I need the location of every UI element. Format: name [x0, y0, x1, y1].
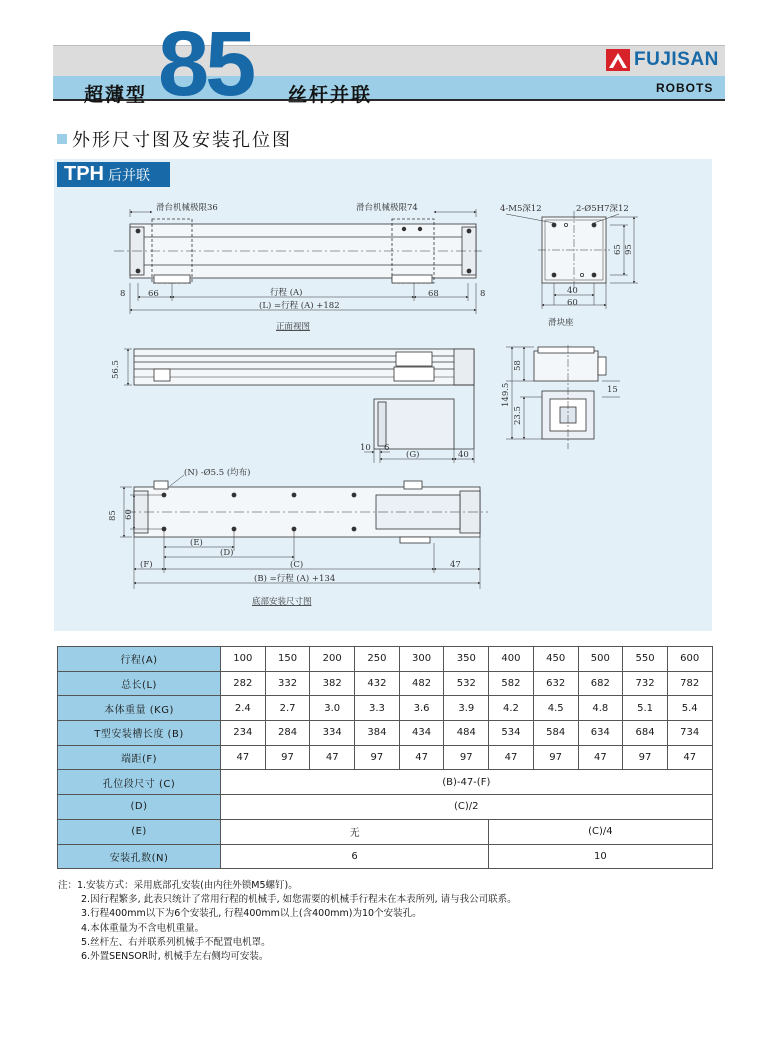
header-right-text: 丝杆并联: [288, 84, 373, 106]
table-cell: 5.1: [623, 696, 668, 721]
front-view: [114, 209, 482, 314]
table-cell: 2.4: [221, 696, 266, 721]
note-item: 4.本体重量为不含电机重量。: [81, 922, 205, 934]
dim-bottom-holes: (N) -Ø5.5 (均布): [184, 468, 251, 478]
row-label: 本体重量 (KG): [58, 696, 221, 721]
dim-bottom-85: 85: [108, 510, 118, 521]
table-cell: 532: [444, 671, 489, 696]
dim-bottom-60: 60: [124, 509, 134, 520]
dim-front-8-right: 8: [480, 289, 486, 299]
table-cell: 782: [667, 671, 712, 696]
table-cell: 332: [265, 671, 310, 696]
table-cell: 432: [355, 671, 400, 696]
table-cell: 47: [221, 745, 266, 770]
table-cell: 47: [399, 745, 444, 770]
table-cell: 5.4: [667, 696, 712, 721]
table-cell: 4.8: [578, 696, 623, 721]
table-cell: 10: [489, 844, 712, 869]
side-view: [124, 349, 474, 463]
table-cell: 4.5: [533, 696, 578, 721]
table-cell: 47: [489, 745, 534, 770]
table-row: [58, 819, 713, 844]
dim-left-limit: 滑台机械极限36: [156, 203, 218, 213]
table-row: [58, 770, 713, 795]
table-cell: 100: [221, 647, 266, 672]
dim-end-15: 15: [607, 385, 618, 395]
table-cell: 47: [310, 745, 355, 770]
table-row: [58, 844, 713, 869]
section-title: 外形尺寸图及安装孔位图: [72, 130, 292, 151]
row-label: T型安装槽长度 (B): [58, 721, 221, 746]
table-cell: 582: [489, 671, 534, 696]
series-number: 85: [158, 13, 253, 115]
table-row: [58, 721, 713, 746]
dim-bottom-f: (F): [140, 560, 153, 570]
header-left-text: 超薄型: [84, 84, 148, 106]
table-cell: 534: [489, 721, 534, 746]
row-label: 总长(L): [58, 671, 221, 696]
table-row: [58, 671, 713, 696]
dim-seat-40: 40: [567, 286, 578, 296]
table-cell: 300: [399, 647, 444, 672]
table-cell: 284: [265, 721, 310, 746]
table-cell: 282: [221, 671, 266, 696]
dim-front-8-left: 8: [120, 289, 126, 299]
note-item: 3.行程400mm以下为6个安装孔, 行程400mm以上(含400mm)为10个安装孔。: [81, 908, 422, 920]
dim-bottom-d: (D): [220, 548, 234, 558]
table-cell: 4.2: [489, 696, 534, 721]
dim-seat-phi5: 2-Ø5H7深12: [576, 204, 629, 214]
dim-side-g: (G): [406, 450, 420, 460]
table-cell: 684: [623, 721, 668, 746]
fujisan-logo-icon: [606, 49, 630, 71]
table-cell: 434: [399, 721, 444, 746]
section-heading: [57, 126, 292, 152]
table-cell: 2.7: [265, 696, 310, 721]
row-label: (E): [58, 819, 221, 844]
table-cell: 3.0: [310, 696, 355, 721]
note-item: 2.因行程繁多, 此表只统计了常用行程的机械手, 如您需要的机械手行程未在本表所列, 请与我公司联系。: [81, 894, 517, 906]
brand-sub: ROBOTS: [656, 81, 714, 95]
table-cell: 600: [667, 647, 712, 672]
table-cell: 47: [667, 745, 712, 770]
dim-seat-65: 65: [613, 244, 623, 255]
table-cell: 3.9: [444, 696, 489, 721]
end-view: [506, 345, 620, 449]
table-cell: 3.3: [355, 696, 400, 721]
bullet-square-icon: [57, 134, 67, 144]
note-item: 5.丝杆左、右并联系列机械手不配置电机罩。: [81, 936, 271, 948]
table-cell: 350: [444, 647, 489, 672]
table-cell: 200: [310, 647, 355, 672]
brand-name: FUJISAN: [634, 49, 719, 70]
dim-front-66: 66: [148, 289, 159, 299]
table-cell: 484: [444, 721, 489, 746]
dim-seat-95: 95: [624, 244, 634, 255]
table-cell: 无: [221, 819, 489, 844]
bottom-view: [120, 475, 488, 589]
spec-table: [57, 646, 713, 869]
table-cell: 634: [578, 721, 623, 746]
table-cell: 6: [221, 844, 489, 869]
table-cell: (C)/4: [489, 819, 712, 844]
table-cell: 234: [221, 721, 266, 746]
dim-bottom-47: 47: [450, 560, 461, 570]
row-label: 孔位段尺寸 (C): [58, 770, 221, 795]
dim-side-40: 40: [458, 450, 469, 460]
table-cell: (C)/2: [221, 795, 713, 820]
dim-end-58: 58: [513, 360, 523, 371]
table-cell: 584: [533, 721, 578, 746]
notes-block: [58, 879, 517, 964]
table-cell: 97: [533, 745, 578, 770]
table-cell: 550: [623, 647, 668, 672]
table-cell: 47: [578, 745, 623, 770]
model-label: 后并联: [108, 167, 150, 184]
dim-right-limit: 滑台机械极限74: [356, 203, 418, 213]
dim-end-23-5: 23.5: [513, 406, 523, 425]
note-item: 6.外置SENSOR时, 机械手左右侧均可安装。: [81, 951, 269, 963]
table-cell: 97: [355, 745, 400, 770]
technical-drawing: [54, 159, 712, 631]
row-label: 端距(F): [58, 745, 221, 770]
slider-seat-caption: 滑块座: [548, 318, 574, 328]
dim-bottom-c: (C): [290, 560, 304, 570]
front-view-caption: 正面视图: [276, 322, 311, 332]
table-cell: 382: [310, 671, 355, 696]
table-cell: 732: [623, 671, 668, 696]
table-cell: 632: [533, 671, 578, 696]
model-code: TPH: [64, 163, 104, 185]
table-cell: 450: [533, 647, 578, 672]
table-cell: 97: [444, 745, 489, 770]
table-cell: 682: [578, 671, 623, 696]
dim-front-total: (L) =行程 (A) +182: [259, 301, 340, 311]
table-cell: (B)-47-(F): [221, 770, 713, 795]
table-cell: 150: [265, 647, 310, 672]
dim-front-stroke: 行程 (A): [270, 288, 303, 298]
dim-side-56-5: 56.5: [111, 360, 121, 379]
row-label: 安装孔数(N): [58, 844, 221, 869]
table-cell: 3.6: [399, 696, 444, 721]
dim-side-10: 10: [360, 443, 371, 453]
table-row: [58, 647, 713, 672]
header-bottom-band: [53, 76, 725, 101]
table-cell: 500: [578, 647, 623, 672]
table-cell: 384: [355, 721, 400, 746]
table-cell: 334: [310, 721, 355, 746]
dim-front-68: 68: [428, 289, 439, 299]
table-cell: 734: [667, 721, 712, 746]
row-label: 行程(A): [58, 647, 221, 672]
table-cell: 250: [355, 647, 400, 672]
brand-logo-block: [606, 49, 719, 71]
model-tag: [57, 162, 170, 187]
table-cell: 97: [623, 745, 668, 770]
dim-bottom-total: (B) =行程 (A) +134: [254, 574, 336, 584]
dim-end-149-5: 149.5: [501, 382, 511, 407]
dim-bottom-e: (E): [190, 538, 203, 548]
dim-seat-60: 60: [567, 298, 578, 308]
table-row: [58, 696, 713, 721]
row-label: (D): [58, 795, 221, 820]
table-cell: 400: [489, 647, 534, 672]
table-cell: 97: [265, 745, 310, 770]
dim-seat-m5: 4-M5深12: [500, 204, 542, 214]
table-row: [58, 795, 713, 820]
note-item: 注：1.安装方式：采用底部孔安装(由内往外锁M5螺钉)。: [58, 880, 298, 891]
bottom-view-caption: 底部安装尺寸图: [252, 597, 312, 607]
table-row: [58, 745, 713, 770]
dim-side-6: 6: [384, 443, 390, 453]
table-cell: 482: [399, 671, 444, 696]
